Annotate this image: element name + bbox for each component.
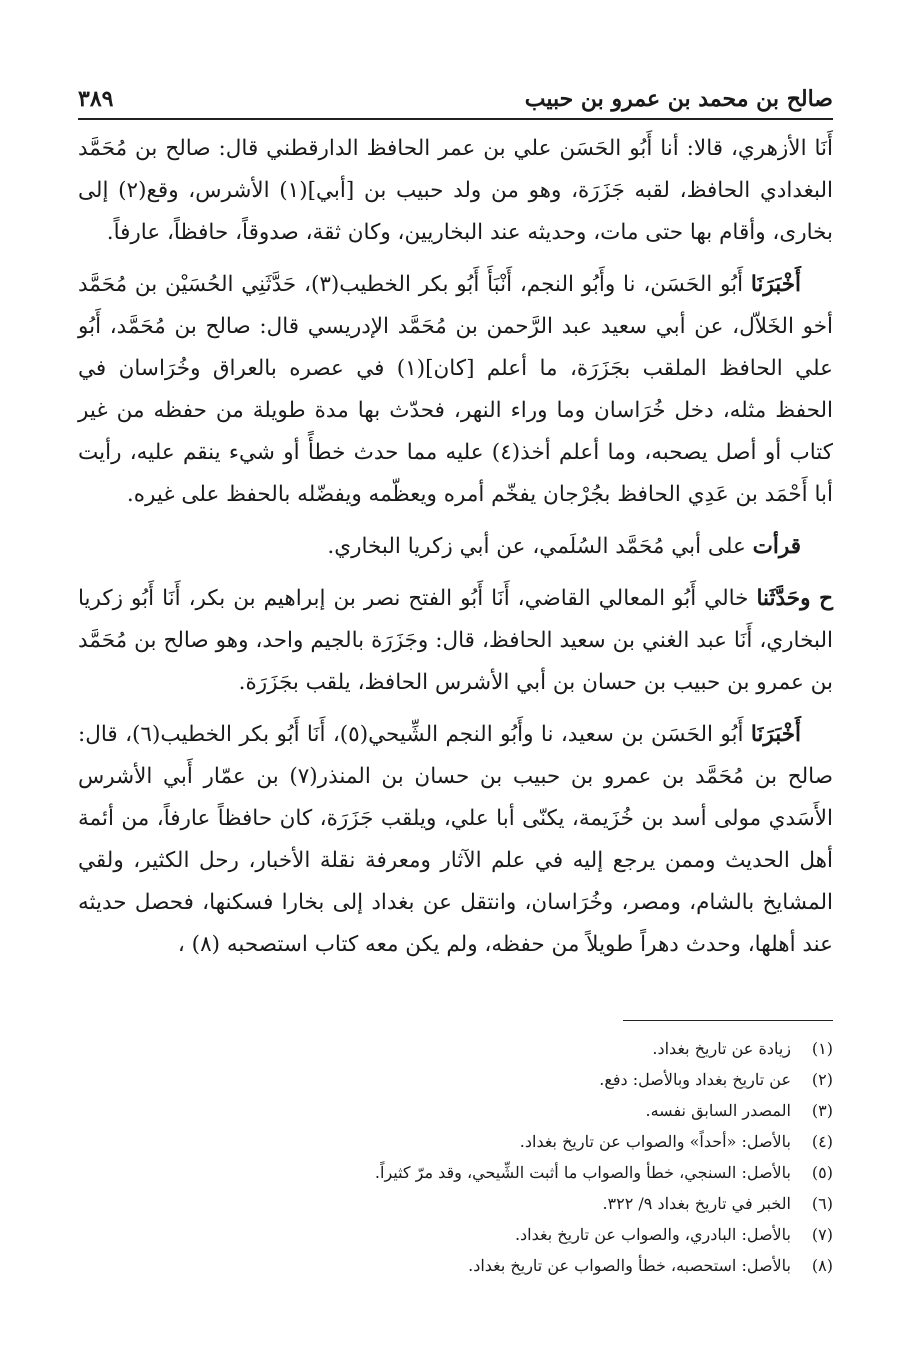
- paragraph: [78, 526, 833, 568]
- footnote: [78, 1157, 833, 1188]
- footnote: [78, 1064, 833, 1095]
- paragraph-text: على أبي مُحَمَّد السُلَمي، عن أبي زكريا البخاري.: [327, 534, 753, 559]
- running-title: صالح بن محمد بن عمرو بن حبيب: [524, 86, 833, 112]
- paragraph: [78, 578, 833, 704]
- footnote-text: بالأصل: البادري، والصواب عن تاريخ بغداد.: [514, 1225, 791, 1244]
- footnote-number: (١): [811, 1039, 833, 1058]
- footnotes: [78, 1033, 833, 1281]
- footnote-number: (٦): [811, 1194, 833, 1213]
- paragraph-lead: ح وحَدَّثَنا: [756, 586, 833, 611]
- footnote: [78, 1219, 833, 1250]
- main-text: [78, 128, 833, 976]
- running-header: [78, 76, 833, 112]
- footnote: [78, 1033, 833, 1064]
- footnote-number: (٥): [811, 1163, 833, 1182]
- footnote-text: بالأصل: استحصبه، خطأ والصواب عن تاريخ بغداد.: [468, 1256, 791, 1275]
- footnote-number: (٨): [811, 1256, 833, 1275]
- paragraph-text: أَنَا الأزهري، قالا: أنا أَبُو الحَسَن علي بن عمر الحافظ الدارقطني قال: صالح بن مُحَمَّد البغدادي الحافظ، لقبه جَزَرَة، وهو من ولد حبيب بن [أبي](١) الأشرس، وقع(٢) إلى بخارى، وأقام بها حتى مات، وحديثه عند البخاريين، وكان ثقة، صدوقاً، حافظاً، عارفاً.: [78, 136, 833, 245]
- footnote-rule: [623, 1020, 833, 1021]
- paragraph: [78, 264, 833, 516]
- footnote-text: المصدر السابق نفسه.: [645, 1101, 791, 1120]
- footnote-text: بالأصل: «أحداً» والصواب عن تاريخ بغداد.: [519, 1132, 791, 1151]
- footnote-number: (٢): [811, 1070, 833, 1089]
- header-rule: [78, 118, 833, 120]
- paragraph-text: أَبُو الحَسَن، نا وأَبُو النجم، أَنْبَأَ أَبُو بكر الخطيب(٣)، حَدَّثَنِي الحُسَيْن بن مُحَمَّد أخو الخَلاّل، عن أبي سعيد عبد الرَّحمن بن مُحَمَّد الإدريسي قال: صالح بن مُحَمَّد، أَبُو علي الحافظ الملقب بجَزَرَة، ما أعلم [كان](١) في عصره بالعراق وخُرَاسان في الحفظ مثله، دخل خُرَاسان وما وراء النهر، فحدّث بها مدة طويلة من حفظه من غير كتاب أو أصل يصحبه، وما أعلم أخذ(٤) عليه مما حدث خطأً أو شيء ينقم عليه، رأيت أبا أَحْمَد بن عَدِي الحافظ بجُرْجان يفخّم أمره ويعظّمه ويفضّله بالحفظ على غيره.: [78, 272, 833, 507]
- paragraph-text: أَبُو الحَسَن بن سعيد، نا وأَبُو النجم الشِّيحي(٥)، أَنَا أَبُو بكر الخطيب(٦)، قال: صالح بن مُحَمَّد بن عمرو بن حبيب بن حسان بن المنذر(٧) بن عمّار أَبي الأشرس الأَسَدي مولى أسد بن خُزَيمة، يكنّى أبا علي، ويلقب جَزَرَة، كان حافظاً عارفاً، من أئمة أهل الحديث وممن يرجع إليه في علم الآثار ومعرفة نقلة الأخبار، رحل الكثير، ولقي المشايخ بالشام، ومصر، وخُرَاسان، وانتقل عن بغداد إلى بخارا فسكنها، فحصل حديثه عند أهلها، وحدث دهراً طويلاً من حفظه، ولم يكن معه كتاب استصحبه (٨) ،: [78, 722, 833, 957]
- footnote-number: (٣): [811, 1101, 833, 1120]
- footnote-text: بالأصل: السنجي، خطأ والصواب ما أثبت الشِّيحي، وقد مرّ كثيراً.: [374, 1163, 791, 1182]
- paragraph-text: خالي أَبُو المعالي القاضي، أَنَا أَبُو الفتح نصر بن إبراهيم بن بكر، أَنَا أَبُو زكريا البخاري، أَنَا عبد الغني بن سعيد الحافظ، قال: وجَزَرَة بالجيم واحد، وهو صالح بن مُحَمَّد بن عمرو بن حبيب بن حسان بن أبي الأشرس الحافظ، يلقب بجَزَرَة.: [78, 586, 833, 695]
- footnote-number: (٤): [811, 1132, 833, 1151]
- footnote: [78, 1095, 833, 1126]
- footnote-text: عن تاريخ بغداد وبالأصل: دفع.: [599, 1070, 791, 1089]
- footnote: [78, 1188, 833, 1219]
- paragraph-lead: أَخْبَرَنَا: [750, 272, 802, 297]
- footnote-number: (٧): [811, 1225, 833, 1244]
- footnote-text: زيادة عن تاريخ بغداد.: [652, 1039, 791, 1058]
- page-number: ٣٨٩: [78, 86, 114, 112]
- footnote: [78, 1126, 833, 1157]
- paragraph-lead: أَخْبَرَنَا: [750, 722, 801, 747]
- footnote: [78, 1250, 833, 1281]
- paragraph: [78, 714, 833, 966]
- footnote-text: الخبر في تاريخ بغداد ٩/ ٣٢٢.: [602, 1194, 791, 1213]
- paragraph: [78, 128, 833, 254]
- paragraph-lead: قرأت: [752, 534, 801, 559]
